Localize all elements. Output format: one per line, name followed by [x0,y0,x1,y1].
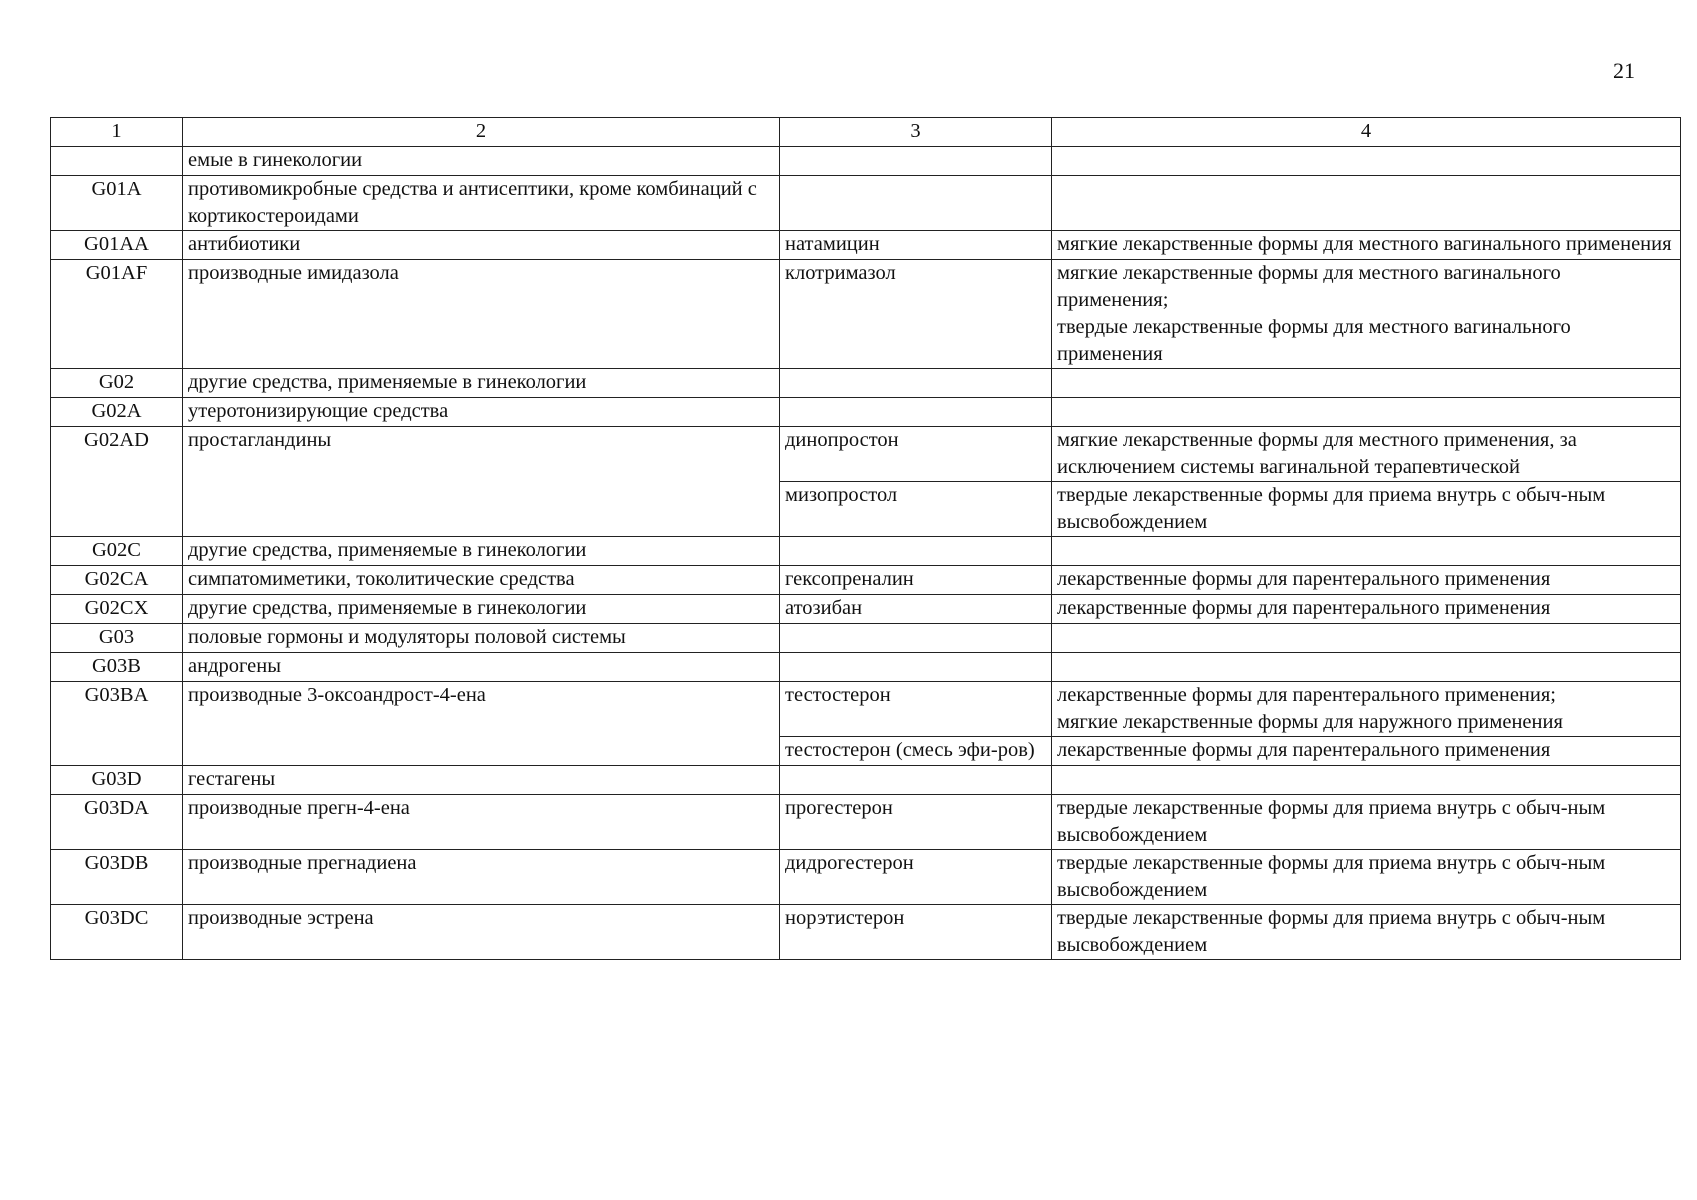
atc-group-name-cell: простагландины [183,427,780,537]
table-row [51,624,1681,653]
column-header: 2 [183,118,780,147]
atc-group-name-cell: гестагены [183,766,780,795]
drug-name-cell [780,766,1052,795]
dosage-forms-cell: твердые лекарственные формы для приема внутрь с обыч-ным высвобождением [1052,795,1681,850]
dosage-forms-cell [1052,653,1681,682]
atc-code-cell [51,147,183,176]
drug-name-cell [780,147,1052,176]
dosage-forms-cell: лекарственные формы для парентерального применения [1052,566,1681,595]
atc-group-name-cell: производные эстрена [183,905,780,960]
atc-code-cell: G02CX [51,595,183,624]
atc-code-cell: G03DB [51,850,183,905]
column-header: 3 [780,118,1052,147]
dosage-forms-cell [1052,624,1681,653]
table-row [51,766,1681,795]
atc-group-name-cell: симпатомиметики, токолитические средства [183,566,780,595]
drug-name-cell: гексопреналин [780,566,1052,595]
atc-code-cell: G02CA [51,566,183,595]
dosage-forms-cell [1052,369,1681,398]
table-row [51,537,1681,566]
table-row [51,653,1681,682]
atc-code-cell: G03D [51,766,183,795]
atc-code-cell: G01A [51,176,183,231]
table-row [51,427,1681,482]
drug-name-cell [780,624,1052,653]
drug-name-cell [780,176,1052,231]
table-row [51,176,1681,231]
atc-group-name-cell: производные прегнадиена [183,850,780,905]
dosage-forms-cell [1052,766,1681,795]
dosage-forms-cell: лекарственные формы для парентерального применения [1052,737,1681,766]
atc-group-name-cell: емые в гинекологии [183,147,780,176]
dosage-forms-cell: твердые лекарственные формы для приема внутрь с обыч-ным высвобождением [1052,905,1681,960]
table-row [51,682,1681,737]
dosage-forms-cell [1052,176,1681,231]
atc-group-name-cell: антибиотики [183,231,780,260]
table-row [51,398,1681,427]
atc-code-cell: G02 [51,369,183,398]
drug-name-cell: натамицин [780,231,1052,260]
drug-name-cell [780,369,1052,398]
table-row [51,905,1681,960]
drug-name-cell: тестостерон [780,682,1052,737]
table-row [51,147,1681,176]
table-row [51,850,1681,905]
table-body [51,147,1681,960]
atc-code-cell: G02C [51,537,183,566]
table-header [51,118,1681,147]
table-row [51,260,1681,369]
dosage-forms-cell: мягкие лекарственные формы для местного применения, за исключением системы вагинальной терапевтической [1052,427,1681,482]
header-row [51,118,1681,147]
dosage-forms-cell [1052,147,1681,176]
table-row [51,795,1681,850]
drug-name-cell: клотримазол [780,260,1052,369]
atc-code-cell: G03DC [51,905,183,960]
drug-name-cell [780,398,1052,427]
atc-group-name-cell: производные имидазола [183,260,780,369]
table-row [51,369,1681,398]
atc-code-cell: G02A [51,398,183,427]
dosage-forms-cell: мягкие лекарственные формы для местного вагинального применения [1052,231,1681,260]
atc-group-name-cell: другие средства, применяемые в гинекологии [183,537,780,566]
atc-code-cell: G03 [51,624,183,653]
dosage-forms-cell: мягкие лекарственные формы для местного вагинального применения; твердые лекарственные формы для местного вагинального применения [1052,260,1681,369]
table-row [51,595,1681,624]
page-number: 21 [1613,58,1635,83]
atc-group-name-cell: другие средства, применяемые в гинекологии [183,595,780,624]
drug-name-cell: прогестерон [780,795,1052,850]
column-header: 4 [1052,118,1681,147]
atc-group-name-cell: производные 3-оксоандрост-4-ена [183,682,780,766]
atc-group-name-cell: андрогены [183,653,780,682]
atc-group-name-cell: утеротонизирующие средства [183,398,780,427]
dosage-forms-cell: твердые лекарственные формы для приема внутрь с обыч-ным высвобождением [1052,482,1681,537]
table-row [51,566,1681,595]
atc-code-cell: G03BA [51,682,183,766]
drug-name-cell: динопростон [780,427,1052,482]
dosage-forms-cell: лекарственные формы для парентерального применения; мягкие лекарственные формы для наружного применения [1052,682,1681,737]
drug-name-cell: мизопростол [780,482,1052,537]
dosage-forms-cell: твердые лекарственные формы для приема внутрь с обыч-ным высвобождением [1052,850,1681,905]
drug-name-cell: тестостерон (смесь эфи-ров) [780,737,1052,766]
table-row [51,231,1681,260]
atc-code-cell: G03DA [51,795,183,850]
dosage-forms-cell [1052,398,1681,427]
atc-code-cell: G01AF [51,260,183,369]
dosage-forms-cell: лекарственные формы для парентерального применения [1052,595,1681,624]
atc-code-cell: G01AA [51,231,183,260]
drug-name-cell [780,537,1052,566]
atc-group-name-cell: противомикробные средства и антисептики, кроме комбинаций с кортикостероидами [183,176,780,231]
column-header: 1 [51,118,183,147]
drug-registry-table [50,117,1681,960]
atc-group-name-cell: половые гормоны и модуляторы половой системы [183,624,780,653]
dosage-forms-cell [1052,537,1681,566]
drug-name-cell [780,653,1052,682]
drug-name-cell: атозибан [780,595,1052,624]
atc-code-cell: G03B [51,653,183,682]
atc-group-name-cell: другие средства, применяемые в гинекологии [183,369,780,398]
atc-code-cell: G02AD [51,427,183,537]
atc-group-name-cell: производные прегн-4-ена [183,795,780,850]
drug-name-cell: норэтистерон [780,905,1052,960]
drug-name-cell: дидрогестерон [780,850,1052,905]
